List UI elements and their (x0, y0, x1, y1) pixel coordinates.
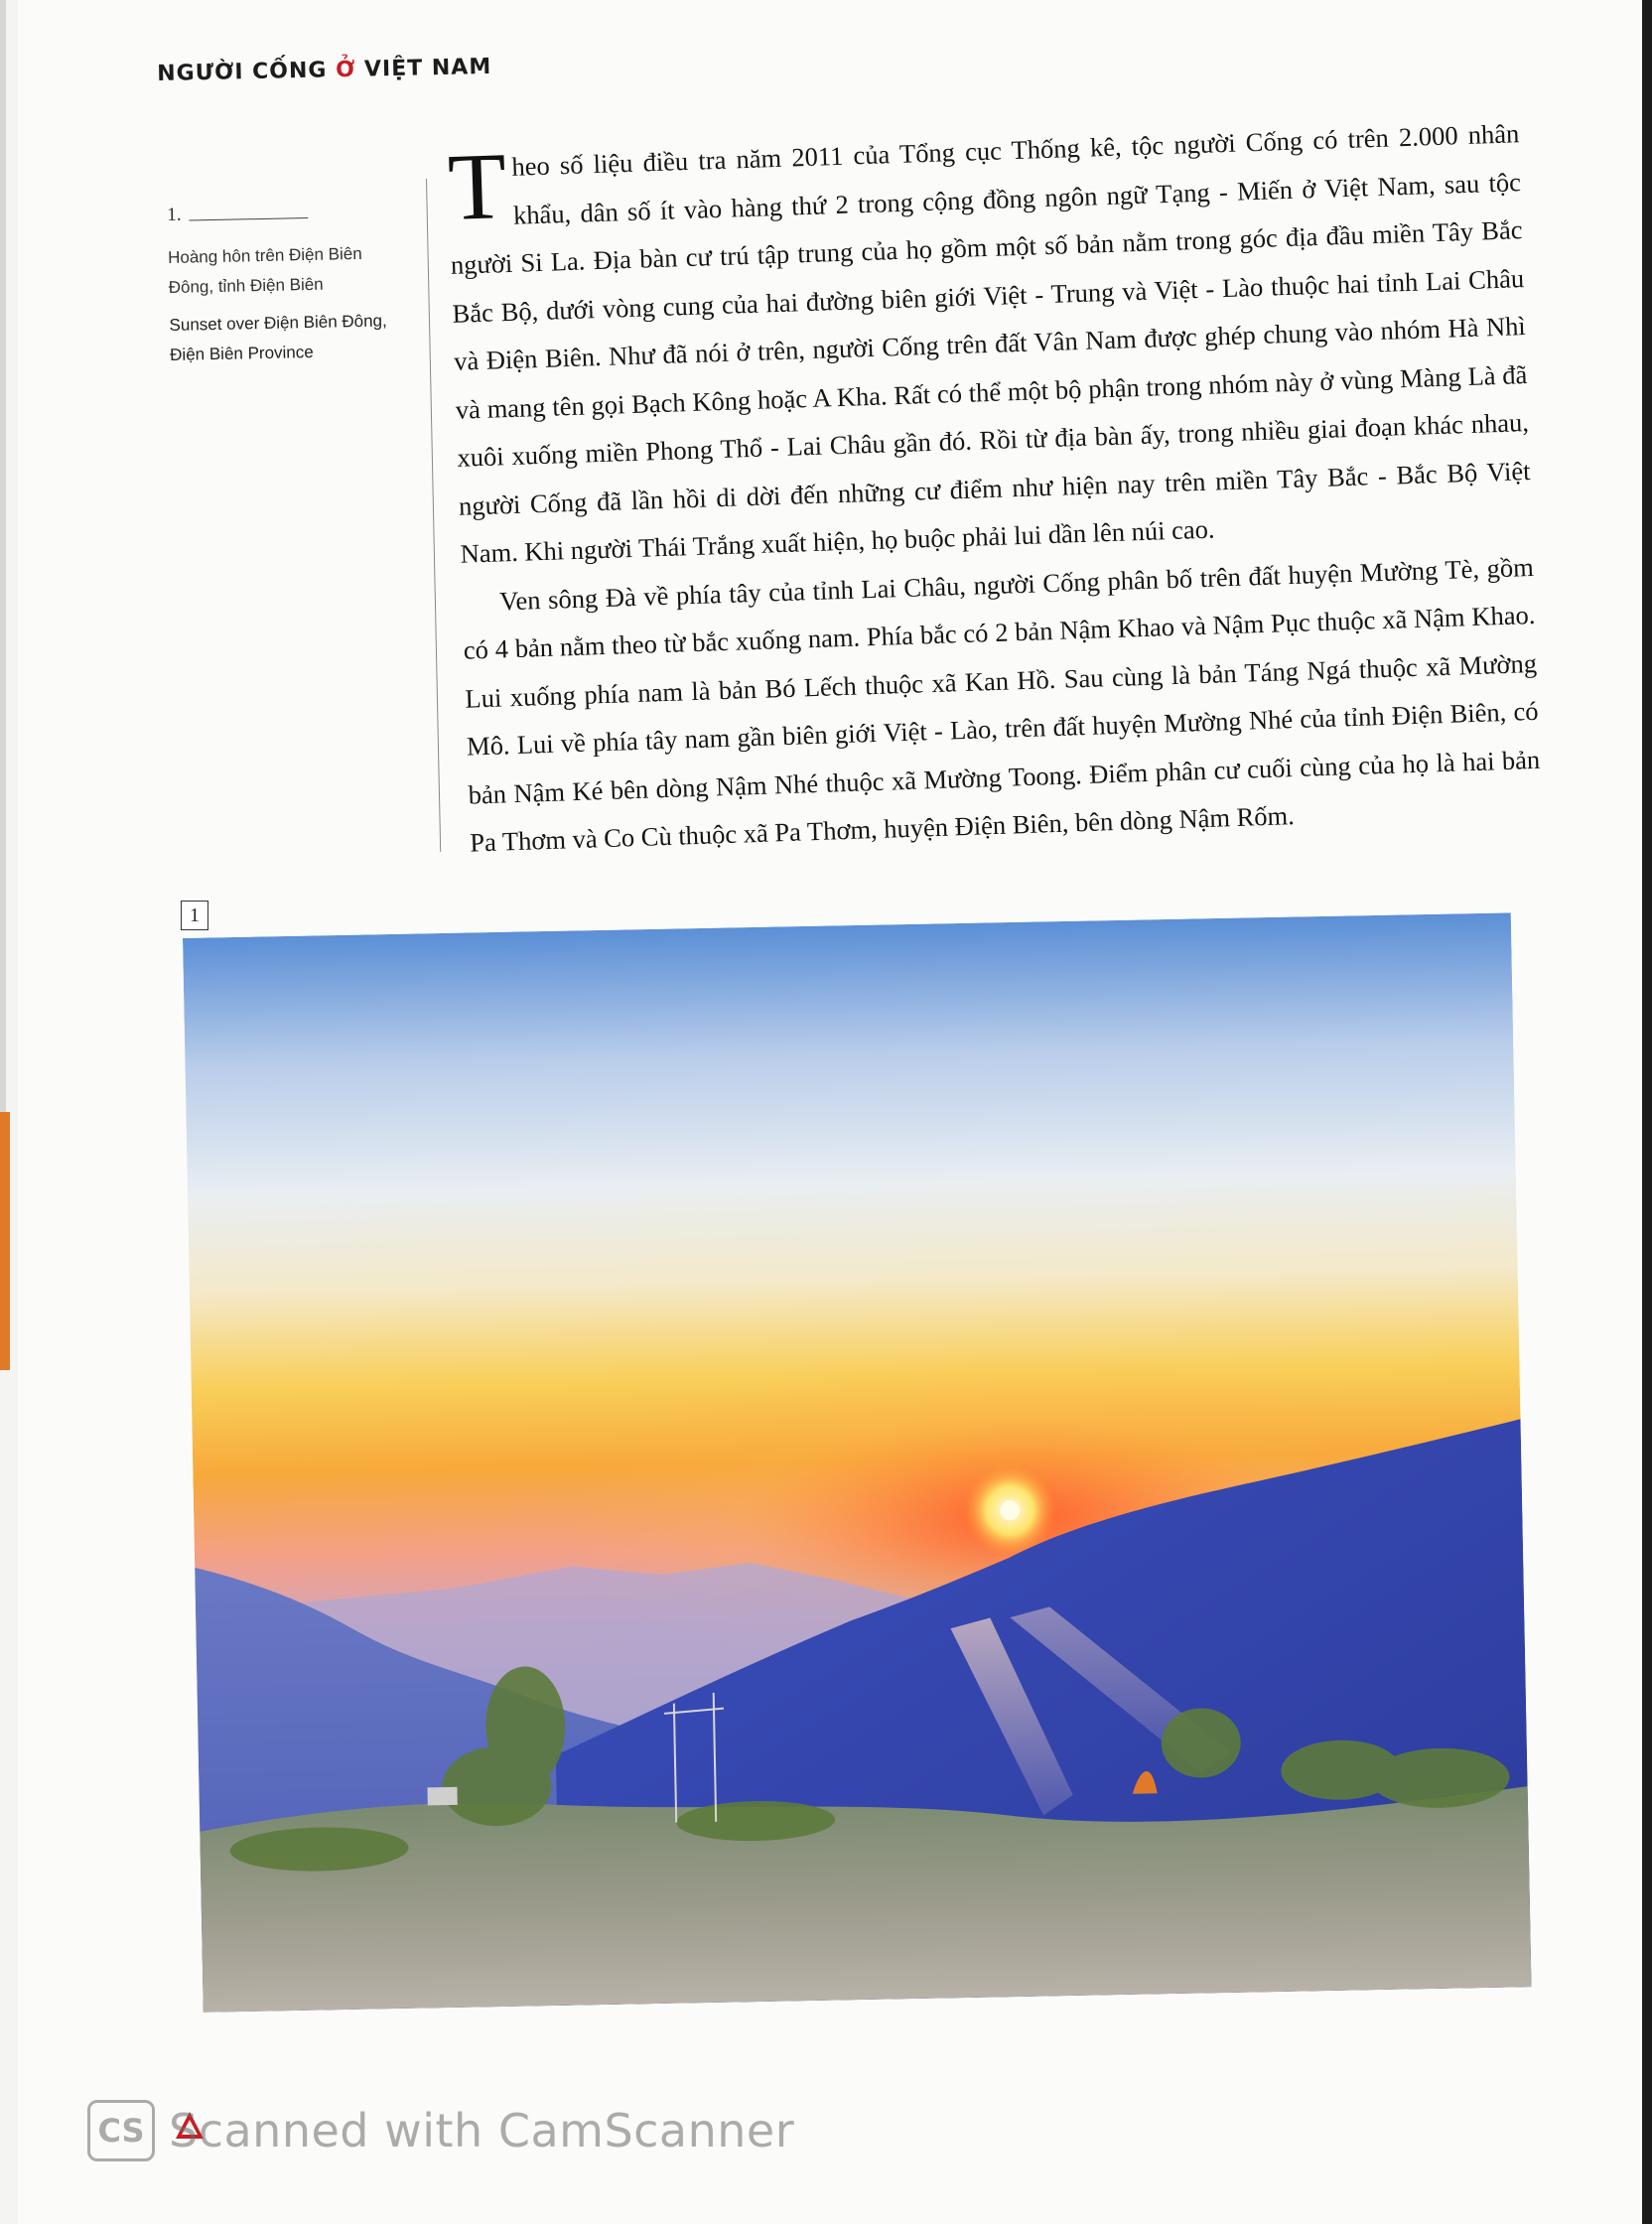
figure-number-marker: 1 (181, 901, 208, 930)
camscanner-badge: CS (87, 2100, 155, 2161)
camscanner-text: Scanned with CamScanner (169, 2104, 795, 2157)
caption-number: 1. (167, 204, 182, 225)
camscanner-watermark (87, 2101, 794, 2160)
caption-english: Sunset over Điện Biên Đông, Điện Biên Province (169, 311, 387, 364)
cover-edge-orange (0, 1112, 10, 1370)
running-head-suffix: VIỆT NAM (355, 54, 492, 82)
sunset-photo (183, 912, 1532, 2012)
paragraph-1 (447, 109, 1533, 578)
column-divider (426, 179, 441, 852)
paragraph-2: Ven sông Đà về phía tây của tỉnh Lai Châu, người Cống phân bố trên đất huyện Mường Tè, gồm có 4 bản nằm theo từ bắc xuống nam. Phía bắc có 2 bản Nậm Khao và Nậm Pục thuộc xã Nậm Khao. Lui xuống phía nam là bản Bó Lếch thuộc xã Kan Hồ. Sau cùng là bản Táng Ngá thuộc xã Mường Mô. Lui về phía tây nam gần biên giới Việt - Lào, trên đất huyện Mường Nhé của tỉnh Điện Biên, có bản Nậm Ké bên dòng Nậm Nhé thuộc xã Mường Toong. Điểm phân cư cuối cùng của họ là hai bản Pa Thơm và Co Cù thuộc xã Pa Thơm, huyện Điện Biên, bên dòng Nậm Rốm. (463, 551, 1541, 858)
paragraph-1-text: heo số liệu điều tra năm 2011 của Tổng cục Thống kê, tộc người Cống có trên 2.000 nhân khẩu, dân số ít vào hàng thứ 2 trong cộng đồng ngôn ngữ Tạng - Miến ở Việt Nam, sau tộc người Si La. Địa bàn cư trú tập trung của họ gồm một số bản nằm trong góc địa đầu miền Tây Bắc Bắc Bộ, dưới vòng cung của hai đường biên giới Việt - Trung và Việt - Lào thuộc hai tỉnh Lai Châu và Điện Biên. Như đã nói ở trên, người Cống trên đất Vân Nam được ghép chung vào nhóm Hà Nhì và mang tên gọi Bạch Kông hoặc A Kha. Rất có thể một bộ phận trong nhóm này ở vùng Màng Là đã xuôi xuống miền Phong Thổ - Lai Châu gần đó. Rồi từ địa bàn ấy, trong nhiều giai đoạn khác nhau, người Cống đã lần hồi di dời đến những cư điểm như hiện nay trên miền Tây Bắc - Bắc Bộ Việt Nam. Khi người Thái Trắng xuất hiện, họ buộc phải lui dần lên núi cao. (450, 118, 1531, 569)
body-text (447, 109, 1543, 867)
running-head-accent: Ở (335, 57, 356, 83)
book-page (18, 0, 1642, 2224)
drop-cap: T (446, 132, 508, 240)
caption-vietnamese: Hoàng hôn trên Điện Biên Đông, tỉnh Điện Biên (167, 243, 362, 297)
running-head (157, 55, 491, 86)
page-edge-dark (1642, 0, 1652, 2224)
figure-caption (167, 200, 413, 370)
page-edge-shadow (0, 0, 6, 1112)
running-head-prefix: NGƯỜI CỐNG (157, 58, 337, 86)
sunset-landscape-image (183, 912, 1532, 2012)
